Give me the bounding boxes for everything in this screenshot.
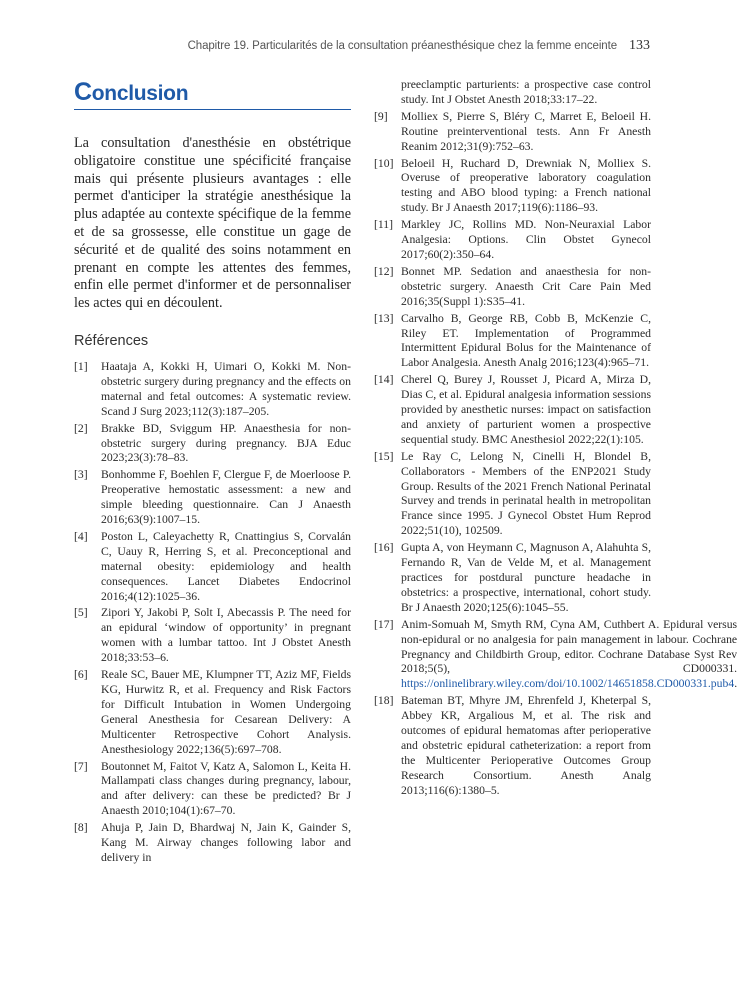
reference-list-left [74, 360, 351, 866]
reference-number: [11] [374, 218, 394, 232]
reference-body: Brakke BD, Sviggum HP. Anaesthesia for non-obstetric surgery during pregnancy. BJA Educ 2023;23(3):78–83. [101, 421, 351, 465]
reference-body: Poston L, Caleyachetty R, Cnattingius S, Corvalán C, Uauy R, Herring S, et al. Preconceptional and maternal obesity: epidemiology and health consequences. Lancet Diabetes Endocrinol 2016;4(12):1025–36. [101, 529, 351, 603]
reference-number: [9] [374, 109, 388, 123]
reference-number: [5] [74, 606, 88, 620]
reference-item [374, 373, 651, 448]
reference-text [401, 541, 651, 616]
reference-text [101, 606, 351, 666]
reference-body: Reale SC, Bauer ME, Klumpner TT, Aziz MF, Fields KG, Hurwitz R, et al. Frequency and Risk Factors for Difficult Intubation in Women Undergoing General Anesthesia for Cesarean Delivery: A Multicenter Retrospective Cohort Analysis. Anesthesiology 2022;136(5):697–708. [101, 668, 351, 756]
reference-body: Markley JC, Rollins MD. Non-Neuraxial Labor Analgesia: Options. Clin Obstet Gynecol 2017;60(2):350–64. [401, 218, 651, 261]
reference-item [374, 617, 737, 693]
section-title-conclusion [74, 78, 351, 110]
reference-text [401, 618, 737, 693]
reference-text [101, 530, 351, 605]
reference-body: Ahuja P, Jain D, Bhardwaj N, Jain K, Gainder S, Kang M. Airway changes following labor and delivery in [101, 821, 351, 864]
reference-body: Carvalho B, George RB, Cobb B, McKenzie C, Riley ET. Implementation of Programmed Intermittent Epidural Bolus for the Maintenance of Labor Analgesia. Anesth Analg 2016;123(4):965–71. [401, 311, 651, 370]
reference-list-right [374, 109, 737, 799]
reference-item [74, 668, 351, 757]
reference-body: Boutonnet M, Faitot V, Katz A, Salomon L, Keita H. Mallampati class changes during pregnancy, labour, and after delivery: can these be predicted? Br J Anaesth 2010;104(1):67–70. [101, 759, 351, 818]
page-number: 133 [629, 38, 650, 53]
references-heading: Références [74, 332, 149, 349]
reference-text [401, 450, 651, 539]
reference-body: Bonhomme F, Boehlen F, Clergue F, de Moerloose P. Preoperative hemostatic assessment: a new and simple bleeding questionnaire. Can J Anaesth 2016;63(9):1007–15. [101, 468, 351, 527]
reference-item [374, 157, 651, 217]
reference-trailing: . [734, 677, 737, 691]
reference-number: [18] [374, 694, 394, 708]
reference-number: [1] [74, 359, 88, 373]
reference-text [101, 760, 351, 820]
reference-number: [8] [74, 821, 88, 835]
reference-text [401, 110, 651, 155]
reference-text [101, 668, 351, 757]
reference-body: Cherel Q, Burey J, Rousset J, Picard A, Mirza D, Dias C, et al. Epidural analgesia information sessions provided by anesthetic nurses: impact on satisfaction and anxiety of parturient women a prospective sequential study. BMC Anesthesiol 2022;22(1):105. [401, 373, 651, 446]
running-header [150, 38, 650, 58]
right-column [374, 78, 737, 801]
conclusion-paragraph: La consultation d'anesthésie en obstétrique obligatoire constitue une spécificité française mais qui présente plusieurs avantages : elle permet d'anticiper la stratégie anesthésique la plus adaptée au contexte spécifique de la femme et de sa grossesse, elle constitue un gage de sécurité et de qualité des soins notamment en prenant en compte les attentes des femmes, enfin elle permet d'informer et de personnaliser les actes qui en découlent. [74, 135, 351, 312]
reference-item [74, 530, 351, 605]
reference-text [101, 360, 351, 420]
reference-item [374, 694, 651, 798]
title-rest: onclusion [91, 82, 189, 105]
reference-number: [14] [374, 373, 394, 387]
reference-item [374, 450, 651, 539]
reference-body: Bonnet MP. Sedation and anaesthesia for non-obstetric surgery. Anaesth Crit Care Pain Med 2016;35(Suppl 1):S35–41. [401, 264, 651, 308]
reference-text [101, 422, 351, 467]
reference-text [101, 468, 351, 528]
reference-body: Gupta A, von Heymann C, Magnuson A, Alahuhta S, Fernando R, Van de Velde M, et al. Management practices for postdural puncture headache in obstetrics: a prospective, international, cohort study. Br J Anaesth 2020;125(6):1045–55. [401, 541, 651, 614]
reference-number: [10] [374, 156, 394, 170]
reference-number: [17] [374, 617, 394, 631]
reference-item [374, 110, 651, 155]
reference-item [74, 360, 351, 420]
reference-body: Molliex S, Pierre S, Bléry C, Marret E, Beloeil H. Routine preinterventional tests. Ann Fr Anesth Reanim 2012;31(9):752–63. [401, 109, 651, 153]
reference-item [74, 760, 351, 820]
reference-text [401, 694, 651, 798]
left-column [74, 78, 351, 868]
reference-number: [4] [74, 529, 88, 543]
reference-item [374, 218, 651, 263]
reference-number: [12] [374, 264, 394, 278]
reference-item [374, 541, 651, 616]
reference-body: Zipori Y, Jakobi P, Solt I, Abecassis P. The need for an epidural ‘window of opportunity’ in pregnant women with a lumbar tattoo. Int J Obstet Anesth 2018;33:53–6. [101, 606, 351, 665]
reference-number: [7] [74, 759, 88, 773]
reference-number: [13] [374, 311, 394, 325]
reference-body: Beloeil H, Ruchard D, Drewniak N, Molliex S. Overuse of preoperative laboratory coagulation testing and ABO blood typing: a French national study. Br J Anaesth 2017;119(6):1186–93. [401, 156, 651, 215]
reference-text [401, 157, 651, 217]
title-initial: C [74, 78, 92, 106]
reference-text [401, 218, 651, 263]
reference-text [401, 312, 651, 372]
reference-body: Anim-Somuah M, Smyth RM, Cyna AM, Cuthbert A. Epidural versus non-epidural or no analgesia for pain management in labour. Cochrane Pregnancy and Childbirth Group, editor. Cochrane Database Syst Rev 2018;5(5), CD000331. [401, 617, 737, 676]
reference-text [101, 821, 351, 866]
reference-number: [2] [74, 421, 88, 435]
reference-body: Bateman BT, Mhyre JM, Ehrenfeld J, Kheterpal S, Abbey KR, Argalious M, et al. The risk and outcomes of epidural hematomas after perioperative and obstetric epidural catheterization: a report from the Multicenter Perioperative Outcomes Group Research Consortium. Anesth Analg 2013;116(6):1380–5. [401, 694, 651, 797]
reference-number: [16] [374, 541, 394, 555]
reference-item [74, 821, 351, 866]
chapter-title: Chapitre 19. Particularités de la consultation préanesthésique chez la femme enceinte [187, 40, 617, 52]
reference-text [401, 265, 651, 310]
reference-text [401, 373, 651, 448]
reference-8-continuation: preeclamptic parturients: a prospective case control study. Int J Obstet Anesth 2018;33:17–22. [401, 78, 651, 106]
reference-item [74, 606, 351, 666]
reference-number: [15] [374, 449, 394, 463]
reference-number: [6] [74, 668, 88, 682]
reference-body: Le Ray C, Lelong N, Cinelli H, Blondel B, Collaborators - Members of the ENP2021 Study Group. Results of the 2021 French National Perinatal Survey and trends in perinatal health in metropolitan France since 1995. J Gynecol Obstet Hum Reprod 2022;51(10), 102509. [401, 449, 651, 538]
reference-body: Haataja A, Kokki H, Uimari O, Kokki M. Non-obstetric surgery during pregnancy and the effects on maternal and fetal outcomes: A systematic review. Scand J Surg 2023;112(3):187–205. [101, 359, 351, 418]
reference-item [74, 468, 351, 528]
reference-item [74, 422, 351, 467]
reference-number: [3] [74, 468, 88, 482]
reference-item [374, 265, 651, 310]
reference-link[interactable]: https://onlinelibrary.wiley.com/doi/10.1002/14651858.CD000331.pub4 [401, 677, 735, 691]
reference-item [374, 312, 651, 372]
